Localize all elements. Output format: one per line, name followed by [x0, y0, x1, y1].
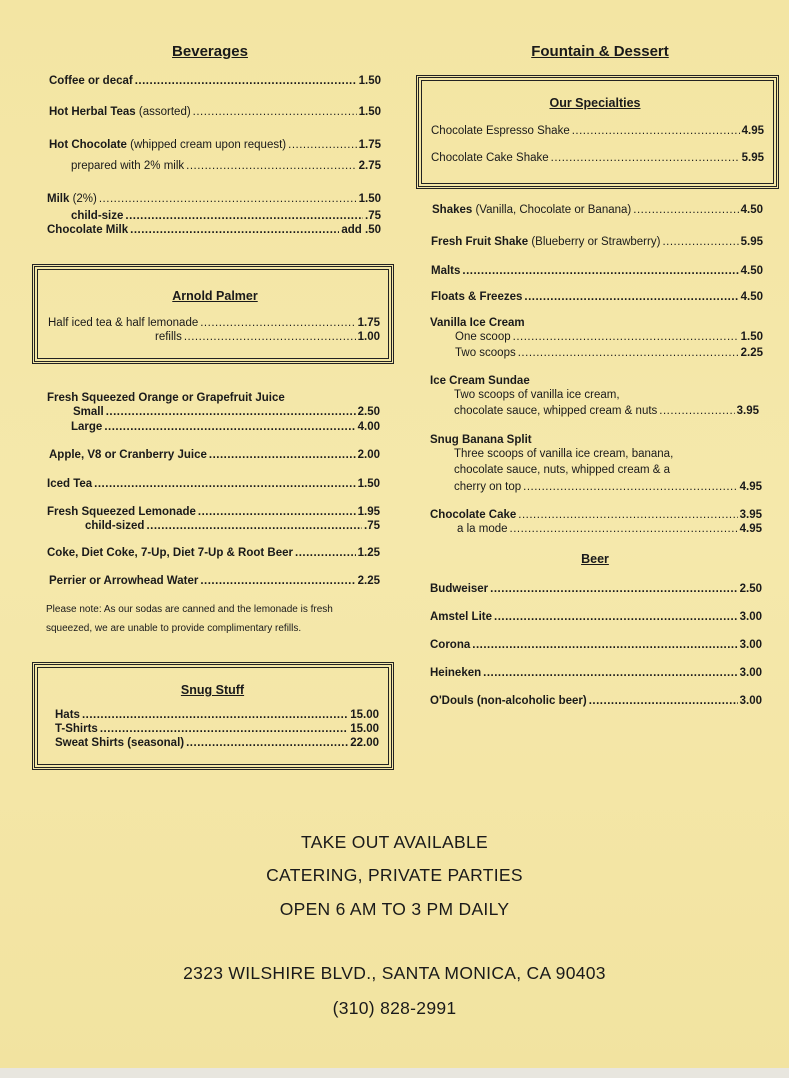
menu-item: Large ..... 4.00 — [71, 421, 380, 433]
menu-item: refills ..... 1.00 — [155, 331, 380, 343]
scan-edge — [0, 1068, 789, 1078]
sundae-description: Two scoops of vanilla ice cream, — [454, 389, 620, 401]
beer-title: Beer — [581, 552, 609, 566]
menu-item: child-sized ..... .75 — [85, 520, 380, 532]
menu-item: Two scoops ..... 2.25 — [455, 347, 763, 359]
menu-item: Malts ..... 4.50 — [431, 265, 763, 277]
menu-item: Sweat Shirts (seasonal) ..... 22.00 — [55, 737, 379, 749]
menu-item: prepared with 2% milk ..... 2.75 — [71, 160, 381, 172]
menu-item: Iced Tea ..... 1.50 — [47, 478, 380, 490]
menu-item: Fresh Squeezed Lemonade ..... 1.95 — [47, 506, 380, 518]
address-line: 2323 WILSHIRE BLVD., SANTA MONICA, CA 90403 — [183, 963, 606, 983]
hours-line: OPEN 6 AM TO 3 PM DAILY — [279, 899, 510, 919]
snug-stuff-title: Snug Stuff — [180, 683, 245, 697]
banana-split-description: Three scoops of vanilla ice cream, banana, — [454, 448, 674, 460]
fountain-title: Fountain & Dessert — [531, 43, 669, 60]
menu-item: Shakes (Vanilla, Chocolate or Banana) ..... 4.50 — [432, 204, 763, 216]
menu-item: Amstel Lite ..... 3.00 — [430, 611, 762, 623]
menu-item: Hats ..... 15.00 — [55, 709, 379, 721]
banana-split-description: chocolate sauce, nuts, whipped cream & a — [454, 464, 671, 476]
specialties-title: Our Specialties — [549, 96, 641, 110]
menu-item: Milk (2%) ..... 1.50 — [47, 193, 381, 205]
ice-cream-heading: Vanilla Ice Cream — [430, 317, 525, 329]
menu-item: cherry on top ..... 4.95 — [454, 481, 762, 493]
menu-item: Chocolate Cake Shake ..... 5.95 — [431, 152, 764, 164]
menu-item: Fresh Fruit Shake (Blueberry or Strawberry) ..... 5.95 — [431, 236, 763, 248]
menu-item: Budweiser ..... 2.50 — [430, 583, 762, 595]
menu-item: Half iced tea & half lemonade ..... 1.75 — [48, 317, 380, 329]
catering-line: CATERING, PRIVATE PARTIES — [266, 865, 523, 885]
menu-item: chocolate sauce, whipped cream & nuts ..... 3.95 — [454, 405, 759, 417]
banana-split-heading: Snug Banana Split — [430, 434, 532, 446]
arnold-palmer-box — [32, 264, 394, 364]
sundae-heading: Ice Cream Sundae — [430, 375, 530, 387]
refill-note: Please note: As our sodas are canned and the lemonade is fresh squeezed, we are unable to provide complimentary refills. — [46, 604, 333, 634]
menu-item: Hot Herbal Teas (assorted) ..... 1.50 — [49, 106, 381, 118]
juice-heading: Fresh Squeezed Orange or Grapefruit Juice — [47, 392, 285, 404]
menu-item: One scoop ..... 1.50 — [455, 331, 763, 343]
menu-item: Chocolate Milk ..... add .50 — [47, 224, 381, 236]
menu-item: Coke, Diet Coke, 7-Up, Diet 7-Up & Root Beer ..... 1.25 — [47, 547, 380, 559]
menu-item: Coffee or decaf ..... 1.50 — [49, 75, 381, 87]
beverages-title: Beverages — [172, 43, 248, 60]
menu-item: child-size ..... .75 — [71, 210, 381, 222]
menu-item: T-Shirts ..... 15.00 — [55, 723, 379, 735]
menu-item: Small ..... 2.50 — [73, 406, 380, 418]
menu-item: O'Douls (non-alcoholic beer) ..... 3.00 — [430, 695, 762, 707]
menu-item: Chocolate Cake ..... 3.95 — [430, 509, 762, 521]
menu-item: Hot Chocolate (whipped cream upon request) ..... 1.75 — [49, 139, 381, 151]
arnold-palmer-title: Arnold Palmer — [172, 289, 258, 303]
menu-item: Perrier or Arrowhead Water ..... 2.25 — [49, 575, 380, 587]
menu-item: Corona ..... 3.00 — [430, 639, 762, 651]
menu-item: Chocolate Espresso Shake ..... 4.95 — [431, 125, 764, 137]
phone-line: (310) 828-2991 — [332, 998, 457, 1018]
menu-item: Apple, V8 or Cranberry Juice ..... 2.00 — [49, 449, 380, 461]
take-out-line: TAKE OUT AVAILABLE — [301, 832, 488, 852]
menu-item: Heineken ..... 3.00 — [430, 667, 762, 679]
menu-item: Floats & Freezes ..... 4.50 — [431, 291, 763, 303]
menu-item: a la mode ..... 4.95 — [457, 523, 762, 535]
